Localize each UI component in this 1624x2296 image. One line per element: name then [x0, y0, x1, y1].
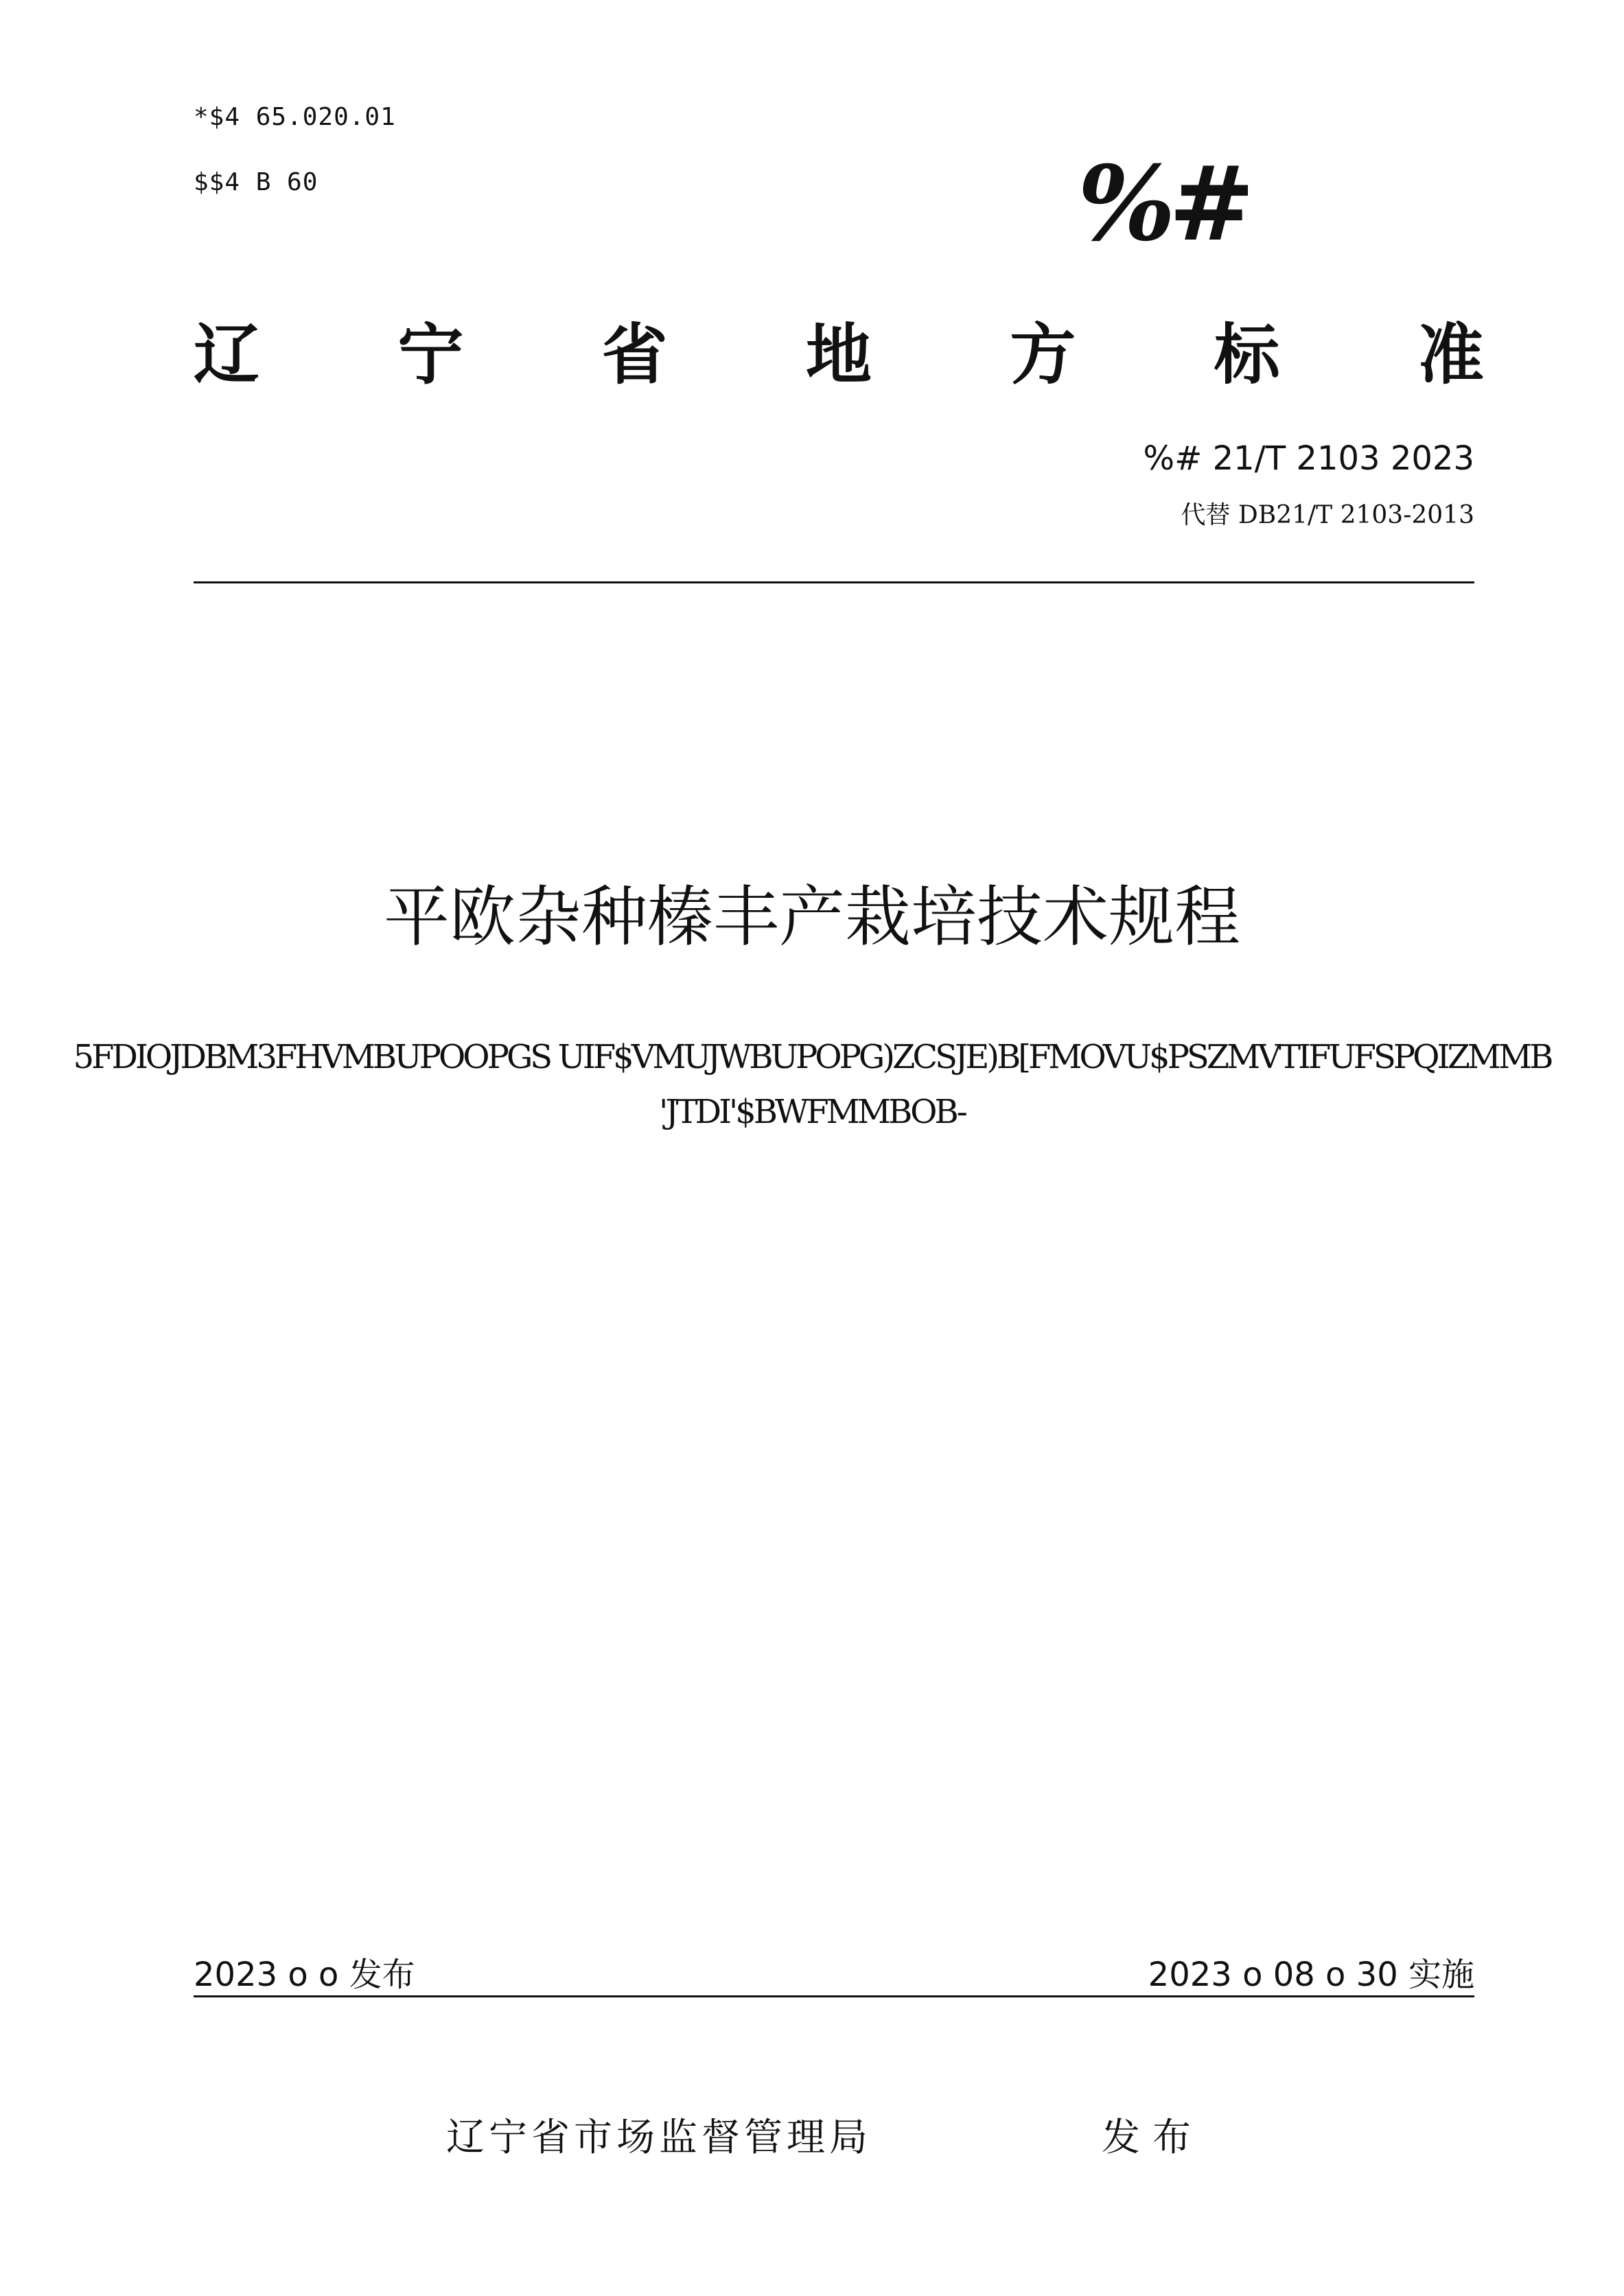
- publish-label: 发布: [1102, 2115, 1203, 2160]
- english-title-line-2: 'JTDI'$BWFMMBOB-: [659, 1093, 965, 1131]
- title-char: 宁: [397, 316, 464, 393]
- title-char: 准: [1417, 316, 1484, 393]
- standard-type-title: [194, 317, 1484, 393]
- header-divider: [194, 581, 1474, 583]
- title-char: 省: [601, 316, 668, 393]
- title-char: 标: [1214, 316, 1280, 393]
- document-title: 平欧杂种榛丰产栽培技术规程: [384, 879, 1240, 955]
- issuing-authority: 辽宁省市场监督管理局: [446, 2115, 872, 2160]
- ccs-code: $$4 B 60: [194, 168, 318, 196]
- replaces-note: 代替 DB21/T 2103-2013: [1181, 501, 1474, 529]
- ics-code: *$4 65.020.01: [194, 103, 396, 131]
- title-char: 地: [805, 316, 872, 393]
- english-title-line-1: 5FDIOJDBM3FHVMBUPOOPGS UIF$VMUJWBUPOPG)ZCSJE)B[FMOVU$PSZMVTIFUFSPQIZMMB: [73, 1038, 1551, 1076]
- implement-date: 2023 o 08 o 30 实施: [1148, 1956, 1474, 1994]
- title-char: 方: [1010, 316, 1076, 393]
- title-char: 辽: [194, 316, 259, 393]
- footer-divider: [194, 1995, 1474, 1997]
- standard-number: %# 21/T 2103 2023: [1143, 439, 1474, 478]
- db-logo-icon: %#: [1078, 143, 1249, 264]
- issue-date: 2023 o o 发布: [194, 1956, 415, 1994]
